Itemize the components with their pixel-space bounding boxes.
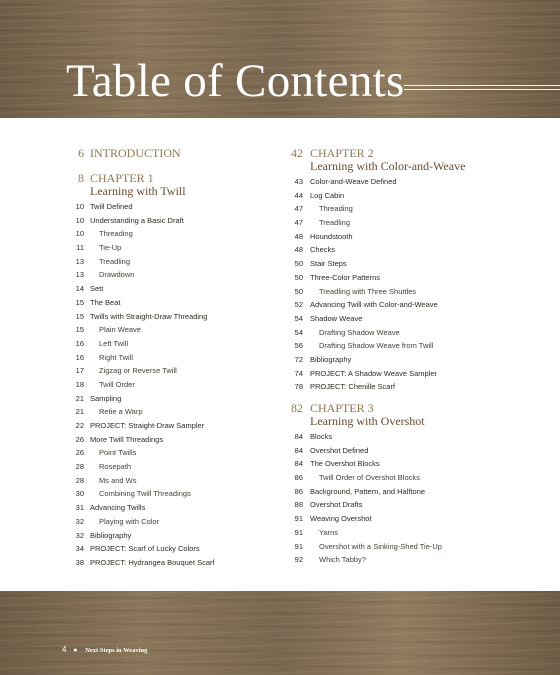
toc-page-number: 21	[75, 407, 84, 417]
page-title: Table of Contents	[66, 55, 405, 107]
toc-page-number: 52	[294, 300, 303, 310]
title-rule-lines	[404, 85, 560, 90]
toc-entry[interactable]	[70, 323, 270, 337]
toc-entry[interactable]	[70, 227, 270, 241]
chapter-title: Learning with Color-and-Weave	[310, 159, 466, 173]
bullet-icon: ●	[73, 646, 78, 654]
toc-entry-label: Twill Order of Overshot Blocks	[319, 473, 420, 483]
toc-entry[interactable]	[287, 498, 527, 512]
toc-entry[interactable]	[70, 282, 270, 296]
toc-page-number: 47	[294, 218, 303, 228]
toc-entry-label: Zigzag or Reverse Twill	[99, 366, 177, 376]
toc-right-column	[287, 147, 527, 567]
toc-entry[interactable]	[70, 556, 270, 570]
toc-entry-label: PROJECT: Scarf of Lucky Colors	[90, 544, 200, 554]
toc-entry-label: The Beat	[90, 297, 121, 307]
toc-entry[interactable]	[287, 175, 527, 189]
footer-book-title: Next Steps in Weaving	[85, 647, 148, 654]
toc-entry-label: Bibliography	[90, 530, 132, 540]
chapter-title: Learning with Twill	[90, 184, 186, 198]
toc-entry-label: Treadling with Three Shuttles	[319, 286, 417, 296]
toc-page-number: 84	[294, 445, 303, 455]
toc-entry[interactable]	[70, 337, 270, 351]
toc-entry[interactable]	[70, 405, 270, 419]
toc-entry-label: Threading	[319, 204, 353, 214]
toc-entry-label: Bibliography	[310, 354, 352, 364]
toc-entry-label: Drafting Shadow Weave	[319, 327, 400, 337]
toc-entry-label: Twill Defined	[90, 202, 133, 211]
toc-entry-label: Treadling	[319, 218, 350, 228]
toc-entry-label: Plain Weave	[99, 325, 141, 335]
toc-entry[interactable]	[287, 353, 527, 367]
toc-entry-label: Yarns	[319, 527, 339, 537]
footer-page-number: 4	[62, 645, 67, 654]
toc-entry[interactable]	[287, 553, 527, 567]
toc-page-number: 48	[294, 245, 303, 255]
toc-page-number: 13	[75, 270, 84, 280]
toc-entry[interactable]	[287, 471, 527, 485]
toc-page-number: 28	[75, 475, 84, 485]
toc-entry-label: Tie-Up	[99, 243, 122, 253]
toc-entry[interactable]	[70, 241, 270, 255]
toc-entry-label: Drawdown	[99, 270, 135, 280]
toc-entry-label: Sett	[90, 284, 104, 294]
chapter-2-entries	[287, 175, 527, 394]
toc-page-number: 92	[294, 555, 303, 565]
toc-entry[interactable]	[287, 485, 527, 499]
toc-entry[interactable]	[287, 312, 527, 326]
toc-entry[interactable]	[287, 298, 527, 312]
toc-entry[interactable]	[287, 216, 527, 230]
toc-entry[interactable]	[287, 326, 527, 340]
toc-entry-label: Drafting Shadow Weave from Twill	[319, 341, 434, 351]
toc-entry-label: Understanding a Basic Draft	[90, 215, 184, 225]
toc-page-number: 54	[294, 327, 303, 337]
toc-left-column	[70, 147, 270, 570]
toc-entry[interactable]	[287, 202, 527, 216]
toc-page-number: 56	[294, 341, 303, 351]
toc-page-number: 50	[294, 272, 303, 282]
toc-entry[interactable]	[70, 255, 270, 269]
toc-page-number: 72	[294, 354, 303, 364]
toc-entry[interactable]	[287, 257, 527, 271]
toc-entry[interactable]	[70, 351, 270, 365]
toc-page-number: 47	[294, 204, 303, 214]
footer-wood-banner	[0, 591, 560, 675]
toc-entry[interactable]	[70, 515, 270, 529]
toc-entry[interactable]	[287, 189, 527, 203]
toc-entry[interactable]	[70, 200, 270, 214]
toc-page-number: 91	[294, 514, 303, 524]
toc-entry-label: Ms and Ws	[99, 475, 137, 485]
toc-entry-label: Point Twills	[99, 448, 137, 458]
toc-page-number: 10	[75, 202, 84, 211]
toc-page-number: 54	[294, 313, 303, 323]
chapter-number: CHAPTER 1	[90, 171, 154, 185]
toc-entry[interactable]	[70, 487, 270, 501]
toc-entry-label: Weaving Overshot	[310, 514, 372, 524]
toc-entry-label: Color-and-Weave Defined	[310, 177, 397, 186]
toc-page-number: 50	[294, 286, 303, 296]
toc-page-number: 43	[294, 177, 303, 186]
page-footer	[62, 645, 147, 654]
toc-entry-label: Rosepath	[99, 462, 132, 472]
toc-page-number: 42	[291, 146, 303, 160]
toc-entry-label: Which Tabby?	[319, 555, 366, 565]
toc-entry[interactable]	[70, 529, 270, 543]
toc-entry[interactable]	[287, 243, 527, 257]
toc-entry[interactable]	[287, 380, 527, 394]
toc-entry[interactable]	[70, 501, 270, 515]
toc-page-number: 50	[294, 259, 303, 269]
toc-page-number: 91	[294, 527, 303, 537]
intro-label: INTRODUCTION	[90, 146, 181, 160]
toc-entry-label: More Twill Threadings	[90, 434, 164, 444]
toc-entry[interactable]	[70, 446, 270, 460]
toc-entry[interactable]	[287, 540, 527, 554]
toc-page-number: 8	[78, 171, 84, 185]
toc-page-number: 10	[75, 215, 84, 225]
toc-intro[interactable]	[70, 147, 270, 160]
toc-entry-label: Advancing Twills	[90, 503, 146, 513]
toc-page-number: 32	[75, 516, 84, 526]
toc-entry-label: PROJECT: Straight-Draw Sampler	[90, 421, 205, 430]
toc-page-number: 48	[294, 231, 303, 241]
toc-page-number: 6	[78, 146, 84, 160]
toc-entry[interactable]	[70, 460, 270, 474]
toc-entry[interactable]	[287, 444, 527, 458]
toc-page-number: 26	[75, 434, 84, 444]
chapter-3-entries	[287, 430, 527, 567]
toc-entry-label: Sampling	[90, 393, 122, 403]
toc-page-number: 16	[75, 338, 84, 348]
toc-page-number: 44	[294, 190, 303, 200]
toc-entry[interactable]	[70, 296, 270, 310]
toc-entry[interactable]	[70, 542, 270, 556]
toc-page-number: 86	[294, 486, 303, 496]
toc-entry-label: Log Cabin	[310, 190, 345, 200]
toc-entry-label: Three-Color Patterns	[310, 272, 381, 282]
toc-entry[interactable]	[287, 526, 527, 540]
toc-entry-label: Checks	[310, 245, 336, 255]
toc-entry-label: PROJECT: A Shadow Weave Sampler	[310, 368, 438, 378]
toc-entry-label: PROJECT: Hydrangea Bouquet Scarf	[90, 557, 215, 567]
toc-page-number: 16	[75, 352, 84, 362]
toc-entry-label: PROJECT: Chenille Scarf	[310, 382, 396, 392]
toc-entry[interactable]	[70, 419, 270, 433]
toc-page-number: 34	[75, 544, 84, 554]
toc-page-number: 32	[75, 530, 84, 540]
toc-entry[interactable]	[287, 367, 527, 381]
toc-entry[interactable]	[287, 285, 527, 299]
toc-page-number: 82	[291, 401, 303, 415]
toc-page-number: 38	[75, 557, 84, 567]
chapter-number: CHAPTER 2	[310, 146, 374, 160]
toc-entry-label: Shadow Weave	[310, 313, 363, 323]
toc-entry-label: The Overshot Blocks	[310, 459, 380, 469]
toc-page-number: 74	[294, 368, 303, 378]
toc-page-number: 17	[75, 366, 84, 376]
toc-entry-label: Houndstooth	[310, 231, 353, 241]
toc-entry-label: Playing with Color	[99, 516, 160, 526]
toc-entry[interactable]	[70, 364, 270, 378]
toc-page-number: 91	[294, 541, 303, 551]
toc-entry[interactable]	[70, 474, 270, 488]
toc-page-number: 15	[75, 311, 84, 321]
toc-entry-label: Treadling	[99, 256, 130, 266]
toc-page-number: 15	[75, 325, 84, 335]
chapter-number: CHAPTER 3	[310, 401, 374, 415]
toc-page-number: 10	[75, 229, 84, 239]
toc-entry-label: Right Twill	[99, 352, 134, 362]
toc-entry-label: Overshot Defined	[310, 445, 369, 455]
toc-entry-label: Overshot Drafts	[310, 500, 363, 510]
toc-entry[interactable]	[287, 430, 527, 444]
toc-entry[interactable]	[287, 230, 527, 244]
toc-page-number: 31	[75, 503, 84, 513]
toc-entry[interactable]	[70, 214, 270, 228]
toc-entry[interactable]	[70, 433, 270, 447]
toc-page-number: 30	[75, 489, 84, 499]
toc-page-number: 13	[75, 256, 84, 266]
toc-entry-label: Retie a Warp	[99, 407, 143, 417]
toc-page-number: 18	[75, 379, 84, 389]
toc-entry[interactable]	[287, 512, 527, 526]
toc-page-number: 78	[294, 382, 303, 392]
toc-entry[interactable]	[287, 339, 527, 353]
toc-page-number: 22	[75, 421, 84, 430]
chapter-1-entries	[70, 200, 270, 570]
toc-page-number: 88	[294, 500, 303, 510]
toc-page-number: 84	[294, 459, 303, 469]
toc-page-number: 15	[75, 297, 84, 307]
chapter-title: Learning with Overshot	[310, 414, 425, 428]
toc-page-number: 11	[76, 243, 84, 253]
toc-page-number: 14	[75, 284, 84, 294]
toc-entry[interactable]	[70, 378, 270, 392]
toc-entry-label: Combining Twill Threadings	[99, 489, 191, 499]
toc-entry[interactable]	[287, 457, 527, 471]
toc-entry-label: Advancing Twill with Color-and-Weave	[310, 300, 438, 310]
toc-page-number: 84	[294, 432, 303, 441]
toc-entry-label: Twill Order	[99, 379, 135, 389]
toc-entry-label: Left Twill	[99, 338, 129, 348]
toc-entry[interactable]	[287, 271, 527, 285]
toc-entry-label: Threading	[99, 229, 133, 239]
toc-page-number: 28	[75, 462, 84, 472]
toc-entry-label: Stair Steps	[310, 259, 347, 269]
toc-entry[interactable]	[70, 310, 270, 324]
toc-entry[interactable]	[70, 392, 270, 406]
toc-entry-label: Background, Pattern, and Halftone	[310, 486, 426, 496]
toc-page-number: 86	[294, 473, 303, 483]
toc-entry-label: Blocks	[310, 432, 333, 441]
toc-entry-label: Overshot with a Sinking-Shed Tie-Up	[319, 541, 442, 551]
toc-page-number: 21	[75, 393, 84, 403]
toc-entry[interactable]	[70, 268, 270, 282]
toc-entry-label: Twills with Straight-Draw Threading	[90, 311, 208, 321]
toc-page-number: 26	[75, 448, 84, 458]
